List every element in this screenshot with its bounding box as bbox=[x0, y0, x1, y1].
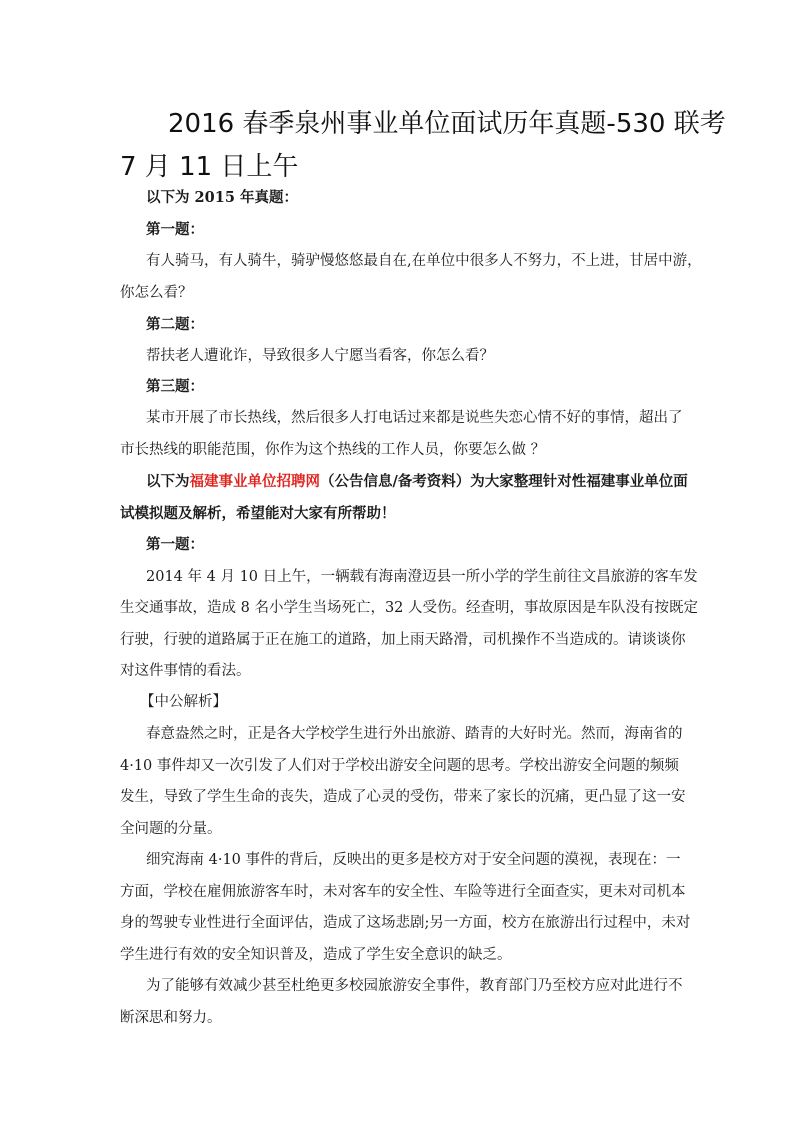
recruitment-site-link[interactable]: 福建事业单位招聘网 bbox=[189, 473, 320, 490]
mock-text-line: 对这件事情的看法。 bbox=[120, 663, 251, 679]
q3-heading: 第三题： bbox=[146, 378, 204, 395]
promo-suffix: （公告信息/备考资料）为大家整理针对性福建事业单位面 bbox=[320, 473, 688, 490]
q3-text-line: 市长热线的职能范围，你作为这个热线的工作人员，你要怎么做 ？ bbox=[120, 442, 546, 458]
analysis-p1-line: 发生，导致了学生生命的丧失，造成了心灵的受伤，带来了家长的沉痛，更凸显了这一安 bbox=[120, 789, 686, 805]
analysis-p2-line: 学生进行有效的安全知识普及，造成了学生安全意识的缺乏。 bbox=[120, 947, 512, 963]
analysis-p1-line: 春意盎然之时，正是各大学校学生进行外出旅游、踏青的大好时光。然而，海南省的 bbox=[146, 726, 683, 742]
mock-text-line: 生交通事故，造成 8 名小学生当场死亡，32 人受伤。经查明，事故原因是车队没有按既定 bbox=[120, 600, 698, 616]
promo-prefix: 以下为 bbox=[146, 473, 190, 490]
mock-heading: 第一题： bbox=[146, 536, 204, 553]
mock-text-line: 2014 年 4 月 10 日上午，一辆载有海南澄迈县一所小学的学生前往文昌旅游的客车发 bbox=[146, 569, 698, 585]
intro-line: 以下为 2015 年真题： bbox=[146, 189, 298, 206]
analysis-p1-line: 全问题的分量。 bbox=[120, 821, 222, 837]
document-title-line-1: 2016 春季泉州事业单位面试历年真题-530 联考 bbox=[168, 109, 726, 139]
analysis-p1-line: 4·10 事件却又一次引发了人们对于学校出游安全问题的思考。学校出游安全问题的频频 bbox=[120, 758, 679, 774]
q3-text-line: 某市开展了市长热线，然后很多人打电话过来都是说些失恋心情不好的事情，超出了 bbox=[146, 410, 683, 426]
document-title-line-2: 7 月 11 日上午 bbox=[120, 152, 299, 182]
promo-line-1 bbox=[146, 472, 688, 492]
q1-text-line: 你怎么看？ bbox=[120, 285, 193, 301]
q1-text-line: 有人骑马，有人骑牛，骑驴慢悠悠最自在,在单位中很多人不努力，不上进，甘居中游， bbox=[146, 253, 702, 269]
analysis-p2-line: 细究海南 4·10 事件的背后，反映出的更多是校方对于安全问题的漠视，表现在：一 bbox=[146, 852, 681, 868]
analysis-p2-line: 方面，学校在雇佣旅游客车时，未对客车的安全性、车险等进行全面查实，更未对司机本 bbox=[120, 884, 686, 900]
analysis-p3-line: 断深思和努力。 bbox=[120, 1010, 222, 1026]
analysis-p2-line: 身的驾驶专业性进行全面评估，造成了这场悲剧;另一方面，校方在旅游出行过程中，未对 bbox=[120, 915, 691, 931]
analysis-heading: 【中公解析】 bbox=[140, 694, 227, 710]
promo-line-2: 试模拟题及解析，希望能对大家有所帮助！ bbox=[120, 505, 396, 522]
mock-text-line: 行驶，行驶的道路属于正在施工的道路，加上雨天路滑，司机操作不当造成的。请谈谈你 bbox=[120, 632, 686, 648]
q1-heading: 第一题： bbox=[146, 221, 204, 238]
analysis-p3-line: 为了能够有效减少甚至杜绝更多校园旅游安全事件，教育部门乃至校方应对此进行不 bbox=[146, 978, 683, 994]
q2-text-line: 帮扶老人遭讹诈，导致很多人宁愿当看客，你怎么看？ bbox=[146, 348, 494, 364]
q2-heading: 第二题： bbox=[146, 316, 204, 333]
